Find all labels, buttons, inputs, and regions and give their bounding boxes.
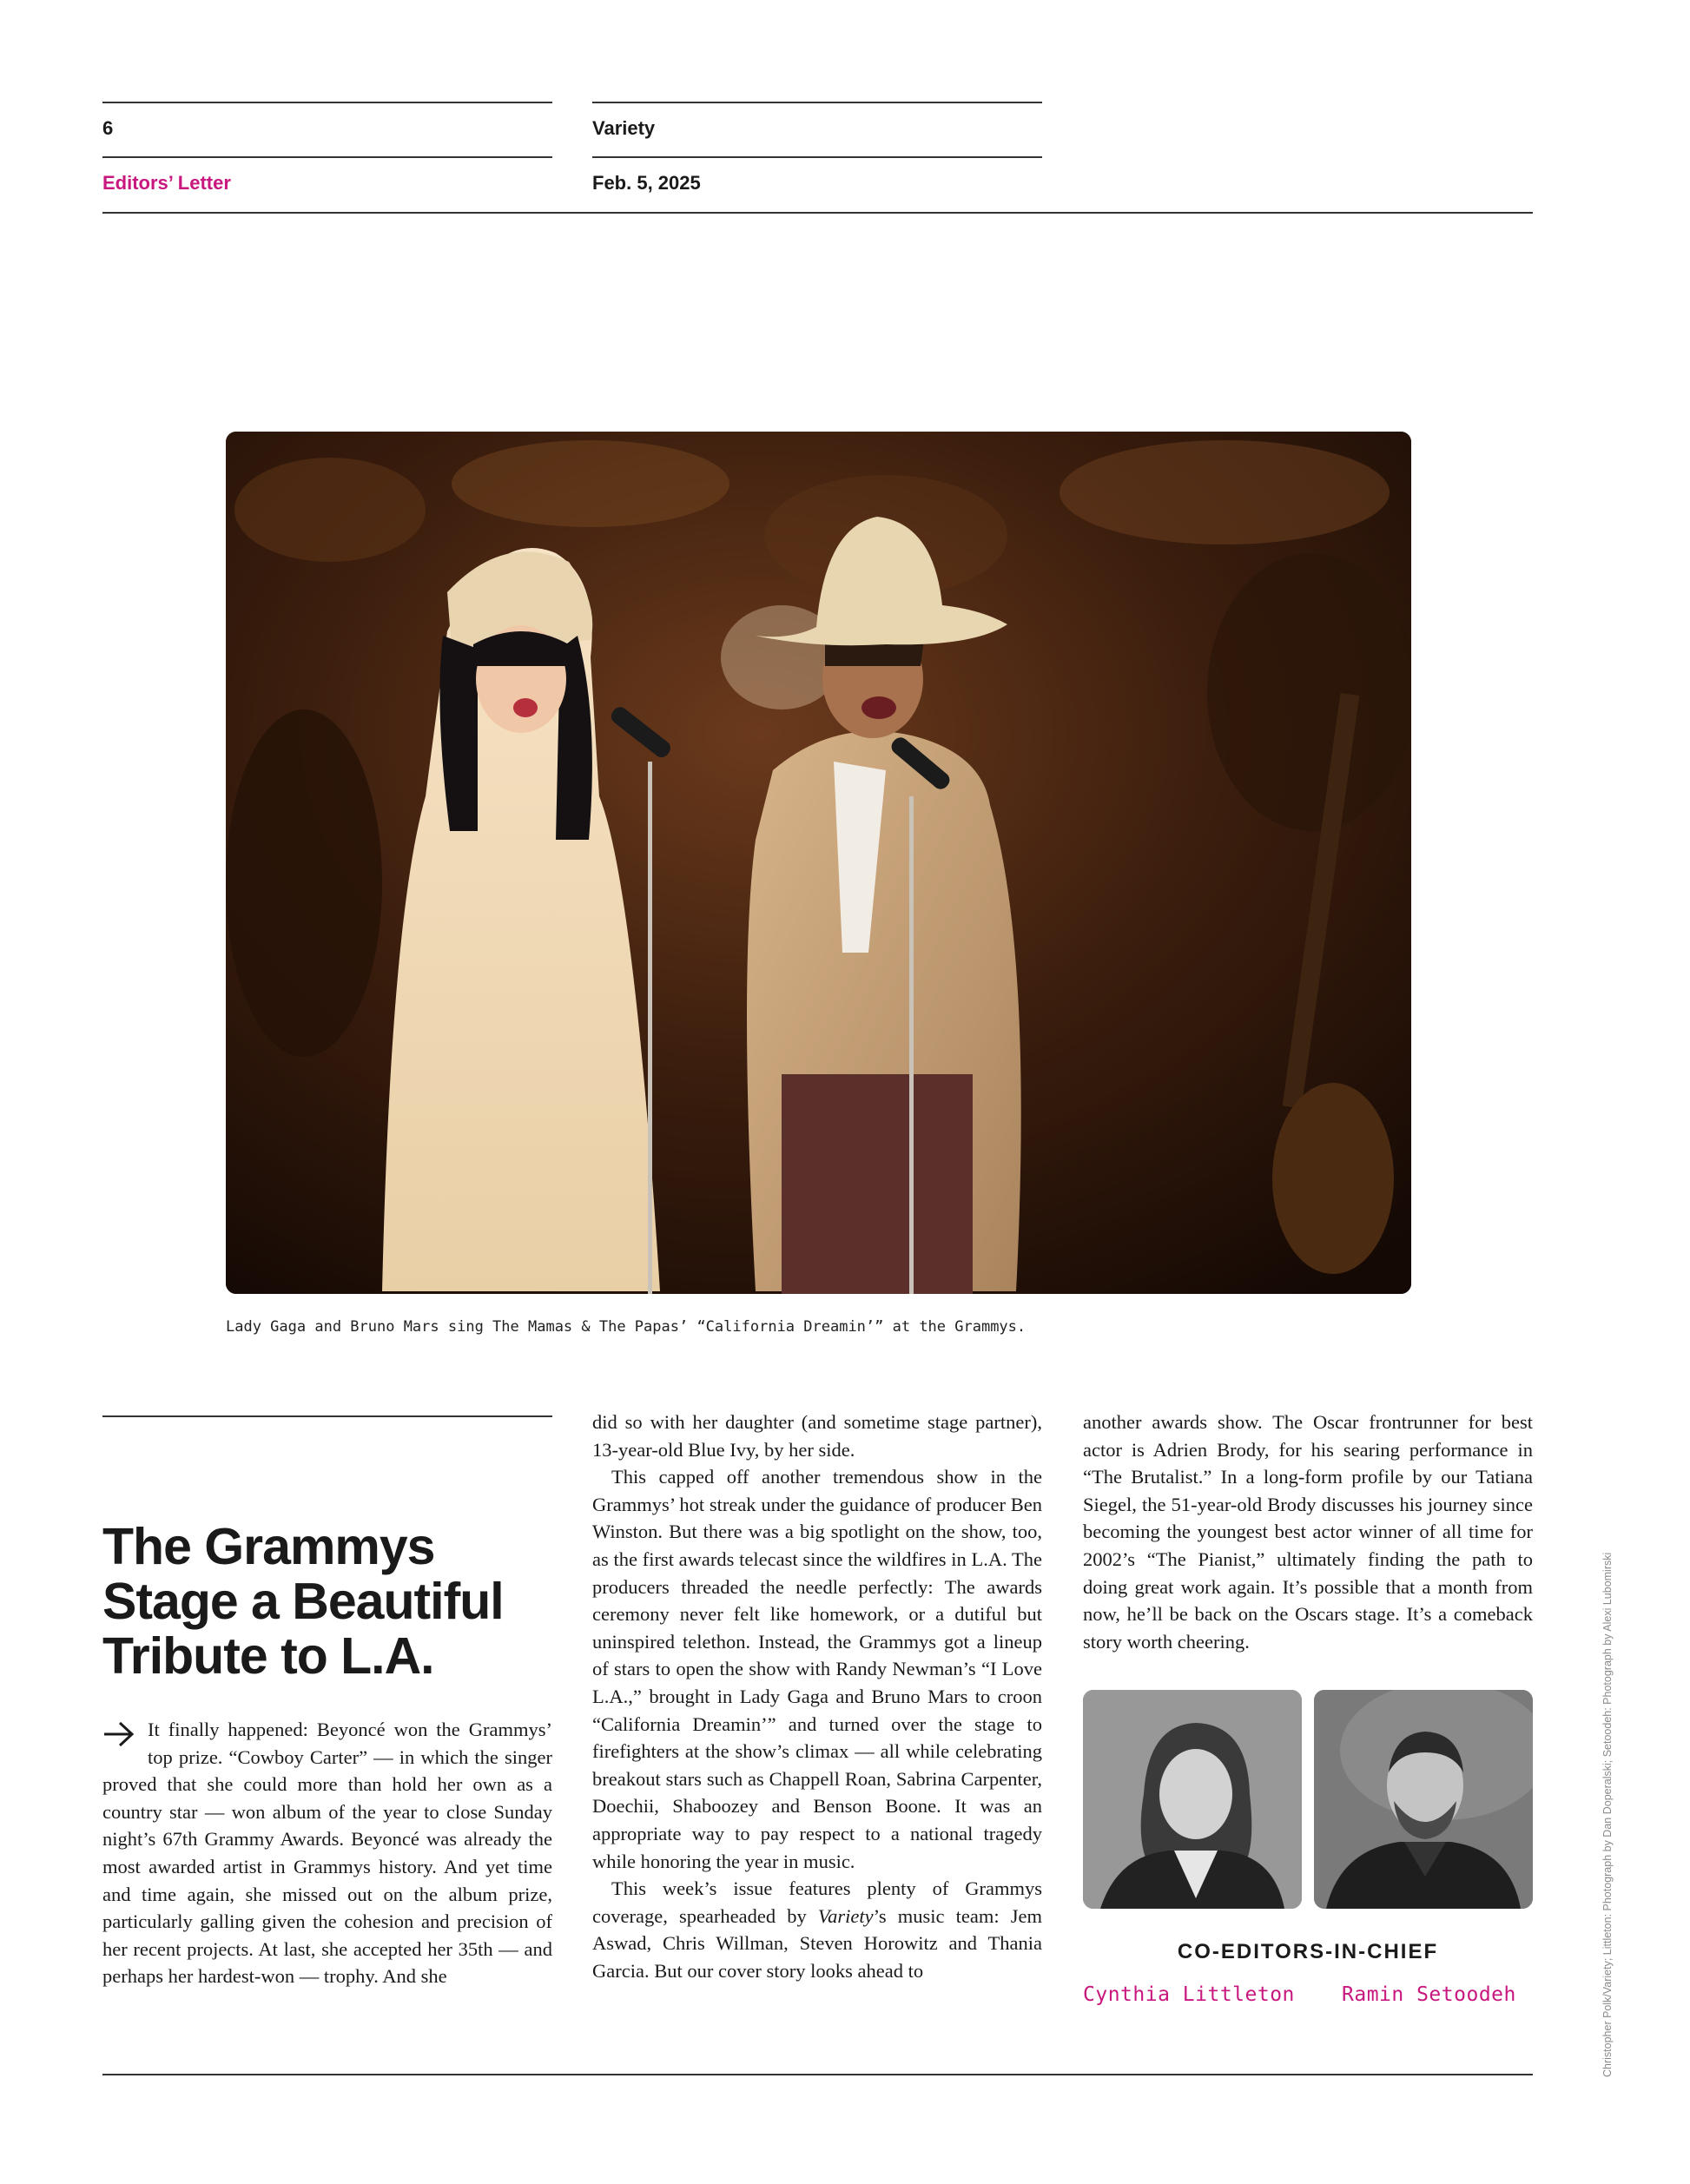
publication-italic: Variety xyxy=(817,1904,874,1927)
text-run: ’s music team: Jem Aswad, Chris Willman, Steven Horowitz and Thania Garcia. But our cover story looks ahead to xyxy=(592,1904,1042,1982)
header-rule-bottom xyxy=(102,212,1533,214)
article-column-1 xyxy=(102,1716,552,1990)
article-rule-top xyxy=(102,1415,552,1417)
column-3-paragraph: another awards show. The Oscar frontrunner for best actor is Adrien Brody, for his searing performance in “The Brutalist.” In a long-form profile by our Tatiana Siegel, the 51-year-old Brody discusses his journey since becoming the youngest best actor winner of all time for 2002’s “The Pianist,” ultimately finding the path to doing great work again. It’s possible that a month from now, he’ll be back on the Oscars stage. It’s a comeback story worth cheering. xyxy=(1083,1411,1533,1653)
performance-photo xyxy=(226,432,1411,1294)
article-column-3 xyxy=(1083,1409,1533,1655)
photo-caption: Lady Gaga and Bruno Mars sing The Mamas & The Papas’ “California Dreamin’” at the Grammys. xyxy=(226,1318,1027,1336)
text-run: This week’s issue features plenty of Grammys coverage, spearheaded by xyxy=(592,1877,1042,1927)
column-2-paragraph: This capped off another tremendous show in the Grammys’ hot streak under the guidance of producer Ben Winston. But there was a big spotlight on the show, too, as the first awards telecast since the wildfires in L.A. The producers threaded the needle perfectly: The awards ceremony never felt like homework, or a dutiful but uninspired telethon. Instead, the Grammys got a lineup of stars to open the show with Randy Newman’s “I Love L.A.,” brought in Lady Gaga and Bruno Mars to croon “California Dreamin’” and turned over the stage to firefighters at the show’s climax — all while celebrating breakout stars such as Chappell Roan, Sabrina Carpenter, Doechii, Shaboozey and Benson Boone. It was an appropriate way to pay respect to a national tragedy while honoring the year in music. xyxy=(592,1466,1042,1872)
section-label: Editors’ Letter xyxy=(102,172,231,194)
editor-name-littleton: Cynthia Littleton xyxy=(1083,1983,1295,2006)
publication-name: Variety xyxy=(592,117,656,139)
editor-name-setoodeh: Ramin Setoodeh xyxy=(1342,1983,1516,2006)
column-1-paragraph: It finally happened: Beyoncé won the Grammys’ top prize. “Cowboy Carter” — in which the singer proved that she could more than hold her own as a country star — won album of the year to close Sunday night’s 67th Grammy Awards. Beyoncé was already the most awarded artist in Grammys history. And yet time and time again, she missed out on the album prize, particularly galling given the cohesion and precision of her recent projects. At last, she accepted her 35th — and perhaps her hardest-won — trophy. And she xyxy=(102,1719,552,1988)
article-column-2 xyxy=(592,1409,1042,1984)
header-rule-mid-left xyxy=(102,156,552,158)
header-rule-mid-right xyxy=(592,156,1042,158)
co-editors-title: CO-EDITORS-IN-CHIEF xyxy=(1177,1940,1439,1963)
column-2-paragraph: did so with her daughter (and sometime stage partner), 13-year-old Blue Ivy, by her side. xyxy=(592,1411,1042,1461)
header-rule-top-right xyxy=(592,102,1042,103)
arrow-right-icon xyxy=(102,1719,148,1758)
issue-date: Feb. 5, 2025 xyxy=(592,172,701,194)
article-headline: The Grammys Stage a Beautiful Tribute to L.A. xyxy=(102,1518,504,1685)
portrait-cynthia-littleton xyxy=(1083,1690,1302,1909)
photo-credit: Christopher Polk/Variety; Littleton: Photograph by Dan Doperalski; Setoodeh: Photograph by Alexi Lubomirski xyxy=(1601,1552,1614,2077)
footer-rule xyxy=(102,2074,1533,2075)
page-number: 6 xyxy=(102,117,114,139)
header-rule-top-left xyxy=(102,102,552,103)
column-2-paragraph xyxy=(592,1875,1042,1984)
portrait-ramin-setoodeh xyxy=(1314,1690,1533,1909)
